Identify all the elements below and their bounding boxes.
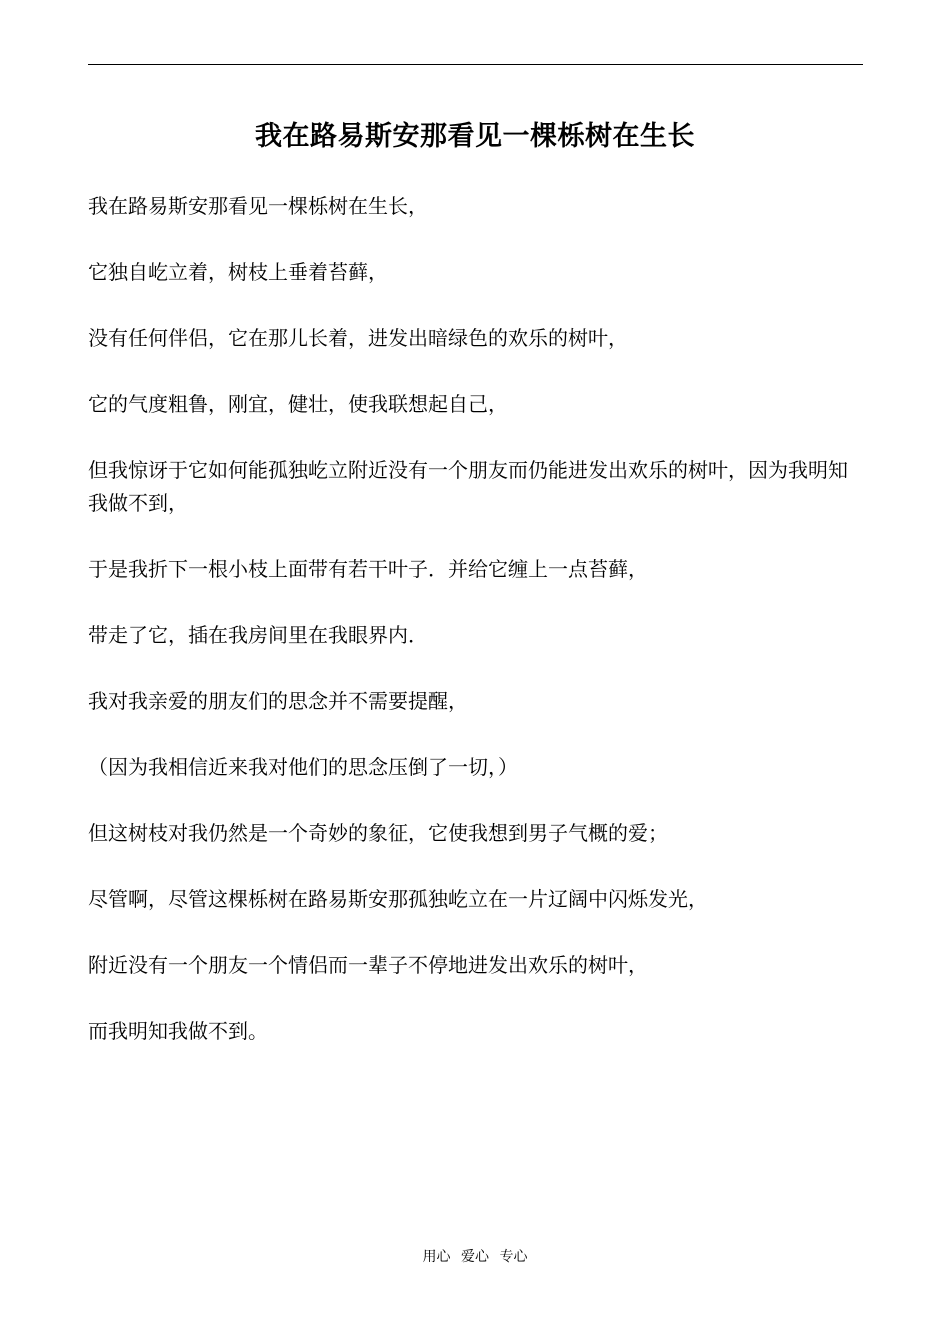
poem-line: 尽管啊，尽管这棵栎树在路易斯安那孤独屹立在一片辽阔中闪烁发光， — [88, 887, 708, 911]
poem-body — [88, 190, 863, 1081]
poem-line: 而我明知我做不到。 — [88, 1019, 268, 1043]
poem-line: 带走了它，插在我房间里在我眼界内． — [88, 623, 428, 647]
poem-line: 于是我折下一根小枝上面带有若干叶子．并给它缠上一点苔藓， — [88, 557, 648, 581]
poem-line: 它的气度粗鲁，刚宜，健壮，使我联想起自己， — [88, 392, 508, 416]
poem-line: 没有任何伴侣，它在那儿长着，进发出暗绿色的欢乐的树叶， — [88, 326, 628, 350]
poem-line: 附近没有一个朋友一个情侣而一辈子不停地进发出欢乐的树叶， — [88, 953, 648, 977]
document-title: 我在路易斯安那看见一棵栎树在生长 — [255, 121, 695, 152]
poem-line: 它独自屹立着，树枝上垂着苔藓， — [88, 260, 388, 284]
page-footer: 用心 爱心 专心 — [422, 1249, 528, 1265]
poem-line: 我对我亲爱的朋友们的思念并不需要提醒， — [88, 689, 468, 713]
poem-line: 但我惊讶于它如何能孤独屹立附近没有一个朋友而仍能进发出欢乐的树叶，因为我明知我做不到， — [88, 458, 848, 515]
poem-line: 我在路易斯安那看见一棵栎树在生长， — [88, 194, 428, 218]
header-rule — [88, 64, 863, 65]
poem-line: （因为我相信近来我对他们的思念压倒了一切，） — [88, 755, 518, 779]
poem-line: 但这树枝对我仍然是一个奇妙的象征，它使我想到男子气概的爱； — [88, 821, 668, 845]
